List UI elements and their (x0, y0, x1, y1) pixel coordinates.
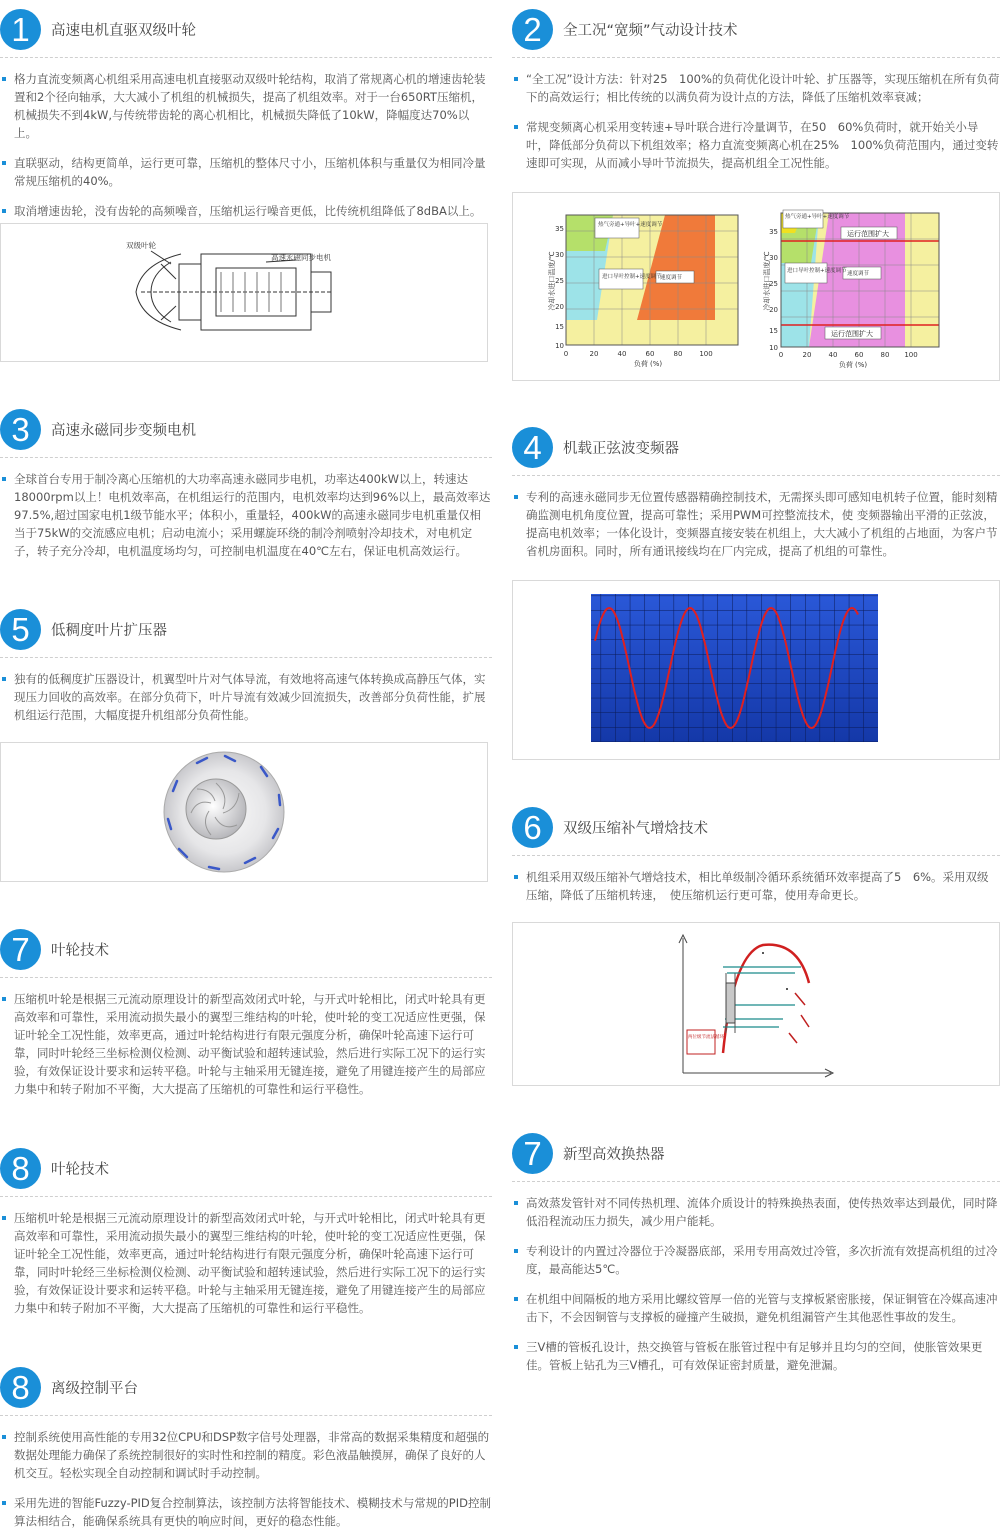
divider (0, 1415, 492, 1416)
list-item: 在机组中间隔板的地方采用比螺纹管厚一倍的光管与支撑板紧密胀接，保证铜管在冷媒高速冲击下，不会因铜管与支撑板的碰撞产生破损，避免机组漏管产生其他恶性事故的发生。 (512, 1290, 1000, 1326)
divider (0, 457, 492, 458)
divider (0, 657, 492, 658)
right-operating-chart (762, 210, 939, 369)
right-xtick: 80 (880, 351, 890, 359)
section-number: 7 (0, 929, 41, 970)
bullet-list (0, 1209, 492, 1317)
divider (512, 57, 1000, 58)
section-4 (512, 425, 1000, 560)
list-item: 控制系统使用高性能的专用32位CPU和DSP数字信号处理器，非常高的数据采集精度和超强的数据处理能力确保了系统控制很好的实时性和控制的精度。彩色液晶触摸屏，确保了良好的人机交互。轻松实现全自动控制和调试时手动控制。 (0, 1428, 492, 1482)
right-ytick: 35 (769, 228, 778, 236)
section-5 (0, 607, 492, 724)
left-label-speed: 速度调节 (660, 275, 683, 281)
sine-wave-figure (512, 580, 1000, 760)
right-ytick: 25 (769, 280, 778, 288)
section-title: 叶轮技术 (51, 942, 109, 959)
right-xtick: 40 (828, 351, 838, 359)
right-xtick: 100 (904, 351, 918, 359)
list-item: 机组采用双级压缩补气增焓技术，相比单级制冷循环系统循环效率提高了5 6%。采用双级压缩，降低了压缩机转速， 使压缩机运行更可靠，使用寿命更长。 (512, 868, 1000, 904)
section-7-heat-exchanger (512, 1131, 1000, 1374)
section-8-control (0, 1365, 492, 1530)
bullet-list (512, 1194, 1000, 1374)
section-3 (0, 407, 492, 560)
bullet-list (0, 70, 492, 220)
bullet-list (512, 70, 1000, 172)
motor-diagram-figure (0, 223, 488, 362)
right-xtick: 0 (778, 351, 784, 359)
section-number: 1 (0, 9, 41, 50)
right-ytick: 20 (769, 306, 778, 314)
operating-range-figure (512, 192, 1000, 381)
section-number: 8 (0, 1367, 41, 1408)
left-ytick: 15 (555, 323, 564, 331)
left-ytick: 30 (555, 251, 564, 259)
list-item: 高效蒸发管针对不同传热机理、流体介质设计的特殊换热表面，使传热效率达到最优，同时降低沿程流动压力损失，减少用户能耗。 (512, 1194, 1000, 1230)
impeller-label: 双级叶轮 (126, 241, 156, 250)
left-label-hotgas: 热气旁通+导叶+速度调节 (598, 222, 663, 228)
ph-diagram-figure (512, 922, 1000, 1086)
list-item: 专利设计的内置过冷器位于冷凝器底部，采用专用高效过冷管，多次折流有效提高机组的过冷度，最高能达5℃。 (512, 1242, 1000, 1278)
section-title: 双级压缩补气增焓技术 (563, 820, 708, 837)
section-6 (512, 805, 1000, 904)
list-item: 取消增速齿轮，没有齿轮的高频噪音，压缩机运行噪音更低，比传统机组降低了8dBA以上。 (0, 202, 492, 220)
cycle-label: 两位级节流法循环 (688, 1035, 724, 1040)
section-7-impeller (0, 927, 492, 1098)
right-ylabel: 冷却水进口温度/℃ (763, 251, 771, 311)
right-ytick: 10 (769, 344, 778, 352)
list-item: 采用先进的智能Fuzzy-PID复合控制算法，该控制方法将智能技术、模糊技术与常规的PID控制算法相结合，能确保系统具有更快的响应时间，更好的稳态性能。 (0, 1494, 492, 1530)
motor-label: 高速永磁同步电机 (271, 253, 331, 262)
section-title: 全工况“宽频”气动设计技术 (563, 22, 738, 39)
bullet-list (0, 670, 492, 724)
section-title: 低稠度叶片扩压器 (51, 622, 167, 639)
right-xtick: 60 (854, 351, 864, 359)
diffuser-figure (0, 742, 488, 882)
divider (0, 977, 492, 978)
section-number: 7 (512, 1133, 553, 1174)
section-number: 4 (512, 427, 553, 468)
section-number: 5 (0, 609, 41, 650)
right-xlabel: 负荷 (%) (838, 361, 868, 369)
bullet-list (0, 990, 492, 1098)
bullet-list (0, 470, 492, 560)
section-title: 高速永磁同步变频电机 (51, 422, 196, 439)
left-ytick: 25 (555, 277, 564, 285)
left-xtick: 20 (589, 350, 599, 358)
left-xtick: 0 (563, 350, 569, 358)
list-item: 专利的高速永磁同步无位置传感器精确控制技术，无需探头即可感知电机转子位置，能时刻精确监测电机角度位置，提高可靠性；采用PWM可控整流技术，使 变频器输出平滑的正弦波，提高电机效率；一体化设计，变频器直接安装在机组上，大大减小了机组的占地面，为客户节省机房面积。同时，所有通讯接线均在厂内完成，提高了机组的可靠性。 (512, 488, 1000, 560)
list-item: 压缩机叶轮是根据三元流动原理设计的新型高效闭式叶轮，与开式叶轮相比，闭式叶轮具有更高效率和可靠性，采用流动损失最小的翼型三维结构的叶轮，使叶轮的变工况适应性更强，保证叶轮全工况性能，效率更高，通过叶轮结构进行有限元强度分析，确保叶轮高速下运行可靠，同时叶轮经三坐标检测仪检测、动平衡试验和超转速试验，然后进行实际工况下的运行实验，有效保证设计要求和运转平稳。叶轮与主轴采用无键连接，避免了用键连接产生的局部应力集中和转子附加不平衡，大大提高了压缩机的可靠性和运行平稳性。 (0, 1209, 492, 1317)
left-xtick: 60 (645, 350, 655, 358)
right-xtick: 20 (802, 351, 812, 359)
right-label-hotgas: 热气旁通+导叶+速度调节 (785, 214, 850, 220)
left-xtick: 80 (673, 350, 683, 358)
divider (0, 1196, 492, 1197)
bullet-list (0, 1428, 492, 1530)
left-ytick: 20 (555, 303, 564, 311)
bullet-list (512, 488, 1000, 560)
right-ytick: 30 (769, 254, 778, 262)
divider (512, 475, 1000, 476)
section-number: 6 (512, 807, 553, 848)
right-label-range-top: 运行范围扩大 (847, 230, 889, 238)
left-xtick: 40 (617, 350, 627, 358)
section-1 (0, 7, 492, 220)
list-item: 直联驱动，结构更简单，运行更可靠，压缩机的整体尺寸小，压缩机体积与重量仅为相同冷量常规压缩机的40%。 (0, 154, 492, 190)
list-item: 三V槽的管板孔设计，热交换管与管板在胀管过程中有足够并且均匀的空间，使胀管效果更佳。管板上钻孔为三V槽孔，可有效保证密封质量，避免泄漏。 (512, 1338, 1000, 1374)
list-item: 常规变频离心机采用变转速+导叶联合进行冷量调节，在50 60%负荷时，就开始关小导叶，降低部分负荷以下机组效率；格力直流变频离心机在25% 100%负荷范围内，通过变转速即可实现，从而减小导叶节流损失，提高机组全工况性能。 (512, 118, 1000, 172)
section-number: 2 (512, 9, 553, 50)
list-item: “全工况”设计方法：针对25 100%的负荷优化设计叶轮、扩压器等，实现压缩机在所有负荷下的高效运行；相比传统的以满负荷为设计点的方法，降低了压缩机效率衰减； (512, 70, 1000, 106)
right-label-guidevane: 进口导叶控制+速度调节 (787, 268, 847, 274)
section-title: 新型高效换热器 (563, 1146, 665, 1163)
right-label-range-bottom: 运行范围扩大 (831, 330, 873, 338)
divider (0, 57, 492, 58)
list-item: 全球首台专用于制冷离心压缩机的大功率高速永磁同步电机，功率达400kW以上，转速达18000rpm以上！电机效率高，在机组运行的范围内，电机效率均达到96%以上，最高效率达97.5%,超过国家电机1级节能水平；体积小，重量轻，400kW的高速永磁同步电机重量仅相当于75kW的交流感应电机；启动电流小；采用螺旋环绕的制冷剂喷射冷却技术，对电机定子，转子充分冷却，电机温度场均匀，可控制电机温度在40℃左右，保证电机高效运行。 (0, 470, 492, 560)
section-title: 高速电机直驱双级叶轮 (51, 22, 196, 39)
section-2 (512, 7, 1000, 172)
section-title: 叶轮技术 (51, 1161, 109, 1178)
left-ytick: 35 (555, 225, 564, 233)
section-title: 机载正弦波变频器 (563, 440, 679, 457)
left-operating-chart (547, 215, 738, 368)
divider (512, 1181, 1000, 1182)
left-ytick: 10 (555, 342, 564, 350)
list-item: 独有的低稠度扩压器设计，机翼型叶片对气体导流，有效地将高速气体转换成高静压气体，实现压力回收的高效率。在部分负荷下，叶片导流有效减少回流损失，改善部分负荷性能，扩展机组运行范围，大幅度提升机组部分负荷性能。 (0, 670, 492, 724)
list-item: 压缩机叶轮是根据三元流动原理设计的新型高效闭式叶轮，与开式叶轮相比，闭式叶轮具有更高效率和可靠性，采用流动损失最小的翼型三维结构的叶轮，使叶轮的变工况适应性更强，保证叶轮全工况性能，效率更高，通过叶轮结构进行有限元强度分析，确保叶轮高速下运行可靠，同时叶轮经三坐标检测仪检测、动平衡试验和超转速试验，然后进行实际工况下的运行实验，有效保证设计要求和运转平稳。叶轮与主轴采用无键连接，避免了用键连接产生的局部应力集中和转子附加不平衡，大大提高了压缩机的可靠性和运行平稳性。 (0, 990, 492, 1098)
left-xlabel: 负荷 (%) (633, 360, 663, 368)
right-ytick: 15 (769, 327, 778, 335)
list-item: 格力直流变频离心机组采用高速电机直接驱动双级叶轮结构，取消了常规离心机的增速齿轮装置和2个径向轴承，大大减小了机组的机械损失，提高了机组效率。对于一台650RT压缩机，机械损失不到4kW,与传统带齿轮的离心机相比，机械损失降低了10kW，降幅度达70%以上。 (0, 70, 492, 142)
bullet-list (512, 868, 1000, 904)
divider (512, 855, 1000, 856)
section-number: 3 (0, 409, 41, 450)
section-title: 离级控制平台 (51, 1380, 138, 1397)
right-label-speed: 速度调节 (847, 271, 870, 277)
section-number: 8 (0, 1148, 41, 1189)
left-xtick: 100 (699, 350, 713, 358)
left-label-guidevane: 进口导叶控制+速度调节 (602, 274, 662, 280)
section-8-impeller (0, 1146, 492, 1317)
left-ylabel: 冷却水进口温度/℃ (548, 251, 556, 311)
